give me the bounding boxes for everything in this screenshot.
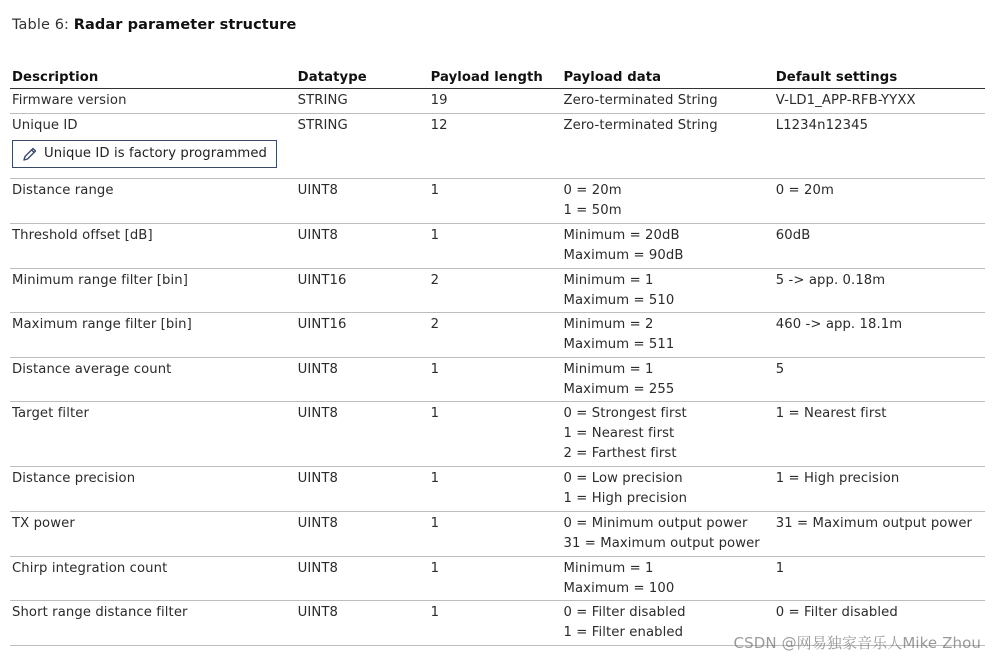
cell-payload-data xyxy=(562,114,774,178)
default-setting-line: 60dB xyxy=(775,228,811,243)
cell-description xyxy=(10,313,296,357)
cell-datatype: STRING xyxy=(297,93,348,108)
cell-datatype: UINT8 xyxy=(297,228,339,243)
table-body xyxy=(10,89,985,646)
watermark: CSDN @网易独家音乐人Mike Zhou xyxy=(733,634,981,652)
default-setting-line: 1 xyxy=(775,561,785,576)
cell-payload-data xyxy=(562,313,774,357)
payload-data-line: 1 = 50m xyxy=(563,203,622,218)
default-setting-line: L1234n12345 xyxy=(775,118,869,133)
payload-data-line: 1 = Filter enabled xyxy=(563,625,684,640)
header-payload-length: Payload length xyxy=(430,70,543,85)
cell-payload-length: 2 xyxy=(430,317,440,332)
default-setting-line: 0 = Filter disabled xyxy=(775,605,898,620)
header-description: Description xyxy=(12,70,99,85)
default-setting-line: 0 = 20m xyxy=(775,183,834,198)
default-setting-line: 5 -> app. 0.18m xyxy=(775,273,886,288)
payload-data-line: Maximum = 510 xyxy=(563,293,675,308)
cell-payload-length: 1 xyxy=(430,183,440,198)
cell-description xyxy=(10,512,296,556)
payload-data-line: 0 = Filter disabled xyxy=(563,605,686,620)
cell-payload-data xyxy=(562,358,774,401)
cell-default-settings xyxy=(774,512,985,556)
table-row xyxy=(10,402,985,467)
table-header xyxy=(10,68,985,89)
payload-data-line: Maximum = 90dB xyxy=(563,248,684,263)
payload-data-line: Minimum = 1 xyxy=(563,362,654,377)
description-text: TX power xyxy=(12,516,75,531)
cell-payload-data xyxy=(562,179,774,223)
table-row xyxy=(10,269,985,313)
payload-data-line: 2 = Farthest first xyxy=(563,446,677,461)
payload-data-line: 1 = Nearest first xyxy=(563,426,675,441)
payload-data-line: Minimum = 2 xyxy=(563,317,654,332)
cell-description xyxy=(10,557,296,600)
table-row xyxy=(10,179,985,224)
table-row xyxy=(10,89,985,114)
table-row xyxy=(10,512,985,557)
cell-payload-data xyxy=(562,512,774,556)
cell-datatype: UINT16 xyxy=(297,273,347,288)
description-text: Distance precision xyxy=(12,471,136,486)
cell-default-settings xyxy=(774,269,985,312)
table-row xyxy=(10,114,985,179)
payload-data-line: Minimum = 20dB xyxy=(563,228,680,243)
cell-default-settings xyxy=(774,179,985,223)
factory-note xyxy=(12,140,277,168)
cell-description xyxy=(10,89,296,113)
table-row xyxy=(10,557,985,601)
default-setting-line: V-LD1_APP-RFB-YYXX xyxy=(775,93,916,108)
payload-data-line: Zero-terminated String xyxy=(563,118,718,133)
default-setting-line: 31 = Maximum output power xyxy=(775,516,973,531)
cell-payload-length: 1 xyxy=(430,228,440,243)
payload-data-line: Maximum = 511 xyxy=(563,337,675,352)
default-setting-line: 5 xyxy=(775,362,785,377)
header-default-settings: Default settings xyxy=(775,70,898,85)
table-row xyxy=(10,467,985,512)
cell-datatype: STRING xyxy=(297,118,348,133)
description-text: Target filter xyxy=(12,406,89,421)
payload-data-line: 31 = Maximum output power xyxy=(563,536,760,551)
cell-description xyxy=(10,467,296,511)
default-setting-line: 460 -> app. 18.1m xyxy=(775,317,903,332)
payload-data-line: Zero-terminated String xyxy=(563,93,718,108)
payload-data-line: 0 = Strongest first xyxy=(563,406,687,421)
cell-default-settings xyxy=(774,358,985,401)
cell-description xyxy=(10,402,296,466)
payload-data-line: Minimum = 1 xyxy=(563,561,654,576)
cell-payload-length: 1 xyxy=(430,516,440,531)
cell-description xyxy=(10,224,296,268)
payload-data-line: 0 = Minimum output power xyxy=(563,516,748,531)
cell-datatype: UINT8 xyxy=(297,183,339,198)
cell-payload-length: 1 xyxy=(430,362,440,377)
default-setting-line: 1 = High precision xyxy=(775,471,900,486)
cell-payload-length: 2 xyxy=(430,273,440,288)
table-caption xyxy=(12,17,296,33)
payload-data-line: 0 = Low precision xyxy=(563,471,683,486)
payload-data-line: Minimum = 1 xyxy=(563,273,654,288)
factory-note-text: Unique ID is factory programmed xyxy=(44,146,268,161)
cell-description xyxy=(10,269,296,312)
caption-prefix: Table 6: xyxy=(12,17,74,33)
cell-payload-length: 1 xyxy=(430,406,440,421)
table-row xyxy=(10,224,985,269)
payload-data-line: Maximum = 100 xyxy=(563,581,675,596)
default-setting-line: 1 = Nearest first xyxy=(775,406,887,421)
cell-datatype: UINT8 xyxy=(297,406,339,421)
cell-description xyxy=(10,358,296,401)
cell-payload-data xyxy=(562,557,774,600)
cell-datatype: UINT8 xyxy=(297,362,339,377)
cell-payload-length: 1 xyxy=(430,471,440,486)
cell-default-settings xyxy=(774,557,985,600)
table-row xyxy=(10,313,985,358)
description-text: Chirp integration count xyxy=(12,561,168,576)
cell-default-settings xyxy=(774,224,985,268)
table-row xyxy=(10,358,985,402)
cell-payload-data xyxy=(562,402,774,466)
description-text: Threshold offset [dB] xyxy=(12,228,153,243)
description-text: Distance average count xyxy=(12,362,172,377)
description-text: Minimum range filter [bin] xyxy=(12,273,188,288)
cell-default-settings xyxy=(774,313,985,357)
cell-description xyxy=(10,114,296,178)
payload-data-line: Maximum = 255 xyxy=(563,382,675,397)
payload-data-line: 1 = High precision xyxy=(563,491,688,506)
cell-datatype: UINT8 xyxy=(297,561,339,576)
cell-payload-length: 19 xyxy=(430,93,448,108)
cell-default-settings xyxy=(774,402,985,466)
cell-datatype: UINT8 xyxy=(297,471,339,486)
cell-default-settings xyxy=(774,114,985,178)
cell-payload-data xyxy=(562,269,774,312)
radar-parameter-table xyxy=(10,68,985,646)
cell-datatype: UINT8 xyxy=(297,516,339,531)
cell-datatype: UINT8 xyxy=(297,605,339,620)
description-text: Maximum range filter [bin] xyxy=(12,317,192,332)
cell-description xyxy=(10,179,296,223)
cell-payload-data xyxy=(562,467,774,511)
cell-datatype: UINT16 xyxy=(297,317,347,332)
cell-payload-length: 1 xyxy=(430,561,440,576)
description-text: Distance range xyxy=(12,183,114,198)
payload-data-line: 0 = 20m xyxy=(563,183,622,198)
description-text: Unique ID xyxy=(12,118,78,133)
cell-payload-length: 1 xyxy=(430,605,440,620)
header-datatype: Datatype xyxy=(297,70,367,85)
header-payload-data: Payload data xyxy=(563,70,662,85)
description-text: Short range distance filter xyxy=(12,605,188,620)
description-text: Firmware version xyxy=(12,93,127,108)
cell-payload-data xyxy=(562,224,774,268)
cell-payload-length: 12 xyxy=(430,118,448,133)
pencil-icon xyxy=(22,146,38,162)
cell-default-settings xyxy=(774,467,985,511)
cell-description xyxy=(10,601,296,645)
caption-title: Radar parameter structure xyxy=(73,17,297,33)
cell-default-settings xyxy=(774,89,985,113)
cell-payload-data xyxy=(562,89,774,113)
